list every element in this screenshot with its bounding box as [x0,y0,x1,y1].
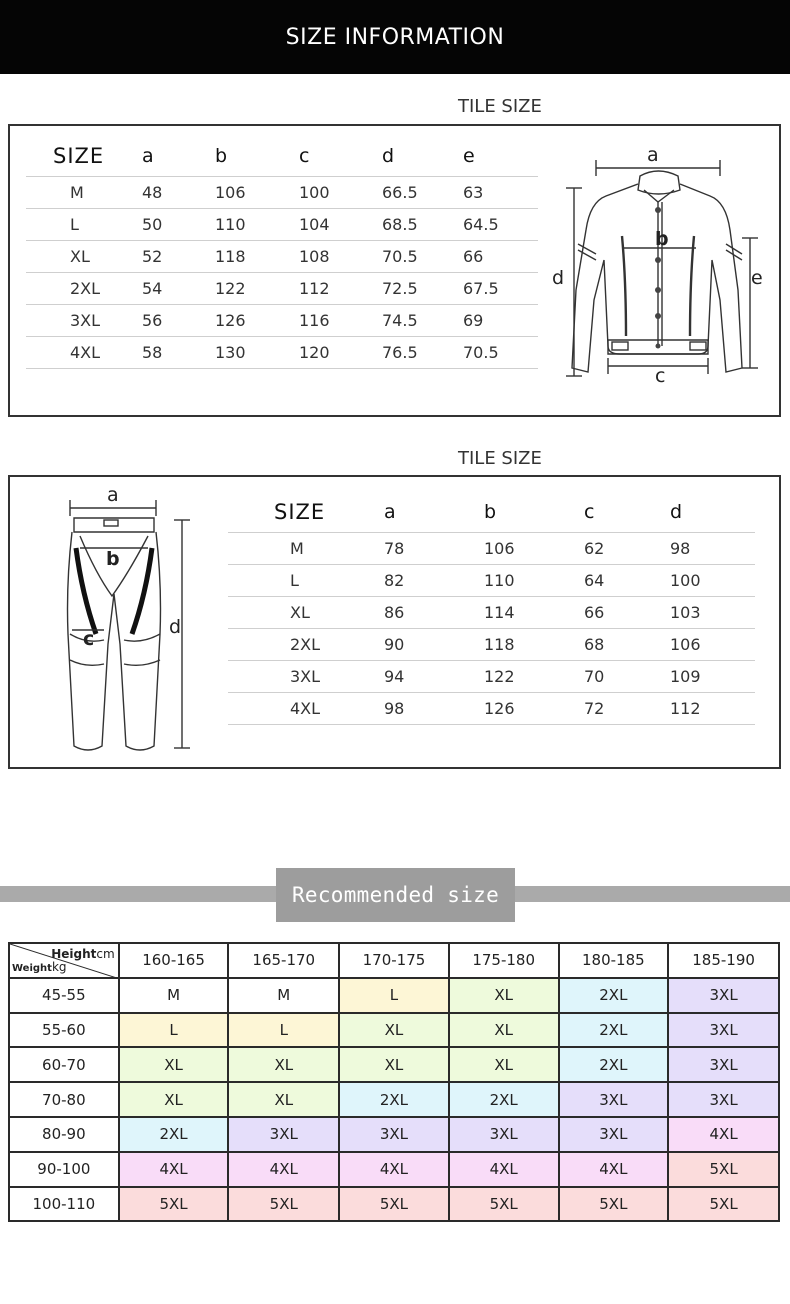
measurement-cell: 52 [142,240,215,272]
measurement-cell: 72 [584,692,670,724]
recommended-size-cell: 4XL [559,1152,669,1187]
recommended-size-cell: 4XL [119,1152,229,1187]
measurement-cell: 94 [384,660,484,692]
recommended-size-cell: XL [339,1013,449,1048]
table-row [9,1187,779,1222]
measurement-cell: 103 [670,596,755,628]
height-range-header: 185-190 [668,943,779,978]
measurement-cell: 70 [584,660,670,692]
jacket-label-c: c [655,365,666,387]
recommended-size-cell: 2XL [119,1117,229,1152]
measurement-cell: 50 [142,208,215,240]
recommended-size-cell: 5XL [228,1187,339,1222]
recommended-size-cell: 3XL [449,1117,559,1152]
measurement-cell: 90 [384,628,484,660]
weight-range-cell: 60-70 [9,1047,119,1082]
measurement-cell: 100 [670,564,755,596]
recommended-size-cell: L [228,1013,339,1048]
measurement-cell: 130 [215,336,299,368]
pants-section-title: TILE SIZE [458,448,542,469]
recommended-size-cell: 3XL [668,1047,779,1082]
measurement-cell: 118 [215,240,299,272]
recommended-size-cell: 5XL [119,1187,229,1222]
table-row [9,978,779,1013]
recommended-title: Recommended size [291,883,500,907]
weight-range-cell: 45-55 [9,978,119,1013]
recommended-size-cell: 5XL [449,1187,559,1222]
table-row [9,1047,779,1082]
measurement-cell: 48 [142,176,215,208]
recommended-size-cell: M [228,978,339,1013]
table-row [228,660,755,692]
recommended-size-cell: 3XL [228,1117,339,1152]
size-cell: 3XL [26,304,142,336]
recommended-size-cell: 2XL [559,1013,669,1048]
size-cell: XL [228,596,384,628]
recommended-size-cell: 4XL [668,1117,779,1152]
recommended-size-cell: XL [449,1047,559,1082]
recommended-size-cell: XL [449,1013,559,1048]
measurement-cell: 66 [584,596,670,628]
jacket-label-b: b [655,228,669,250]
page-title: SIZE INFORMATION [285,24,505,50]
measurement-cell: 110 [215,208,299,240]
pants-header-c: c [584,500,595,523]
weight-range-cell: 70-80 [9,1082,119,1117]
recommended-size-cell: 2XL [559,1047,669,1082]
recommended-size-cell: L [339,978,449,1013]
measurement-cell: 63 [463,176,538,208]
measurement-cell: 66.5 [382,176,463,208]
size-cell: M [26,176,142,208]
measurement-cell: 126 [215,304,299,336]
recommended-size-cell: 5XL [559,1187,669,1222]
jacket-header-e: e [463,144,475,167]
jacket-header-size: SIZE [53,143,105,168]
recommended-size-cell: L [119,1013,229,1048]
measurement-cell: 64.5 [463,208,538,240]
measurement-cell: 62 [584,532,670,564]
pants-header-b: b [484,500,497,523]
measurement-cell: 109 [670,660,755,692]
recommended-size-table [8,942,780,1222]
height-range-header: 180-185 [559,943,669,978]
recommended-size-cell: XL [339,1047,449,1082]
height-range-header: 170-175 [339,943,449,978]
recommended-size-cell: 2XL [449,1082,559,1117]
recommended-size-cell: XL [449,978,559,1013]
size-cell: XL [26,240,142,272]
weight-range-cell: 55-60 [9,1013,119,1048]
table-row [228,596,755,628]
recommended-size-cell: 3XL [668,978,779,1013]
jacket-header-d: d [382,144,395,167]
pants-size-table [228,492,755,725]
pants-label-a: a [107,484,119,506]
size-cell: M [228,532,384,564]
recommended-size-cell: 4XL [449,1152,559,1187]
measurement-cell: 66 [463,240,538,272]
size-cell: L [228,564,384,596]
measurement-cell: 112 [299,272,382,304]
measurement-cell: 68.5 [382,208,463,240]
recommended-size-cell: M [119,978,229,1013]
measurement-cell: 110 [484,564,584,596]
measurement-cell: 106 [484,532,584,564]
table-row [26,208,538,240]
measurement-cell: 106 [215,176,299,208]
height-range-header: 175-180 [449,943,559,978]
pants-label-d: d [169,616,182,638]
table-row [26,336,538,368]
table-row [9,1013,779,1048]
measurement-cell: 67.5 [463,272,538,304]
jacket-header-a: a [142,144,154,167]
recommended-size-cell: 3XL [339,1117,449,1152]
measurement-cell: 126 [484,692,584,724]
pants-label-c: c [83,628,95,650]
recommended-size-cell: XL [228,1082,339,1117]
measurement-cell: 64 [584,564,670,596]
measurement-cell: 104 [299,208,382,240]
size-cell: 2XL [26,272,142,304]
pants-header-size: SIZE [274,499,326,524]
measurement-cell: 100 [299,176,382,208]
jacket-header-b: b [215,144,228,167]
measurement-cell: 58 [142,336,215,368]
table-row [26,176,538,208]
weight-range-cell: 100-110 [9,1187,119,1222]
recommended-size-cell: XL [119,1047,229,1082]
size-cell: 3XL [228,660,384,692]
measurement-cell: 116 [299,304,382,336]
recommended-size-cell: 5XL [668,1187,779,1222]
recommended-size-cell: 3XL [668,1082,779,1117]
weight-header: Weightkg [12,959,67,974]
measurement-cell: 74.5 [382,304,463,336]
table-row [26,304,538,336]
jacket-label-d: d [552,267,565,289]
height-range-header: 165-170 [228,943,339,978]
measurement-cell: 86 [384,596,484,628]
table-row [26,240,538,272]
measurement-cell: 118 [484,628,584,660]
measurement-cell: 70.5 [463,336,538,368]
height-weight-corner [9,943,119,978]
table-row [9,1082,779,1117]
recommended-size-cell: 5XL [668,1152,779,1187]
recommended-size-cell: 3XL [668,1013,779,1048]
table-row [228,692,755,724]
recommended-size-cell: 4XL [228,1152,339,1187]
weight-range-cell: 80-90 [9,1117,119,1152]
recommended-size-cell: 3XL [559,1082,669,1117]
jacket-section-title: TILE SIZE [458,96,542,117]
measurement-cell: 122 [484,660,584,692]
measurement-cell: 98 [384,692,484,724]
height-header: Heightcm [51,947,115,961]
measurement-cell: 69 [463,304,538,336]
pants-label-b: b [106,548,120,570]
pants-header-d: d [670,500,683,523]
measurement-cell: 78 [384,532,484,564]
table-row [9,1117,779,1152]
measurement-cell: 108 [299,240,382,272]
header-banner [0,0,790,74]
recommended-size-cell: 3XL [559,1117,669,1152]
size-cell: 4XL [228,692,384,724]
jacket-size-table [26,136,538,369]
measurement-cell: 70.5 [382,240,463,272]
measurement-cell: 54 [142,272,215,304]
measurement-cell: 114 [484,596,584,628]
measurement-cell: 82 [384,564,484,596]
measurement-cell: 120 [299,336,382,368]
table-row [26,272,538,304]
table-row [228,564,755,596]
jacket-header-c: c [299,144,310,167]
jacket-label-a: a [647,144,659,166]
height-range-header: 160-165 [119,943,229,978]
recommended-size-cell: XL [119,1082,229,1117]
recommended-size-cell: 4XL [339,1152,449,1187]
recommended-size-cell: 2XL [559,978,669,1013]
measurement-cell: 76.5 [382,336,463,368]
table-row [9,1152,779,1187]
measurement-cell: 68 [584,628,670,660]
table-row [228,628,755,660]
jacket-label-e: e [751,267,763,289]
recommended-title-block [276,868,515,922]
jacket-diagram [548,140,772,388]
measurement-cell: 122 [215,272,299,304]
measurement-cell: 112 [670,692,755,724]
measurement-cell: 56 [142,304,215,336]
weight-range-cell: 90-100 [9,1152,119,1187]
measurement-cell: 72.5 [382,272,463,304]
size-cell: 4XL [26,336,142,368]
recommended-size-cell: 2XL [339,1082,449,1117]
recommended-size-cell: 5XL [339,1187,449,1222]
size-cell: L [26,208,142,240]
measurement-cell: 98 [670,532,755,564]
recommended-size-cell: XL [228,1047,339,1082]
size-cell: 2XL [228,628,384,660]
measurement-cell: 106 [670,628,755,660]
table-row [228,532,755,564]
pants-header-a: a [384,500,396,523]
